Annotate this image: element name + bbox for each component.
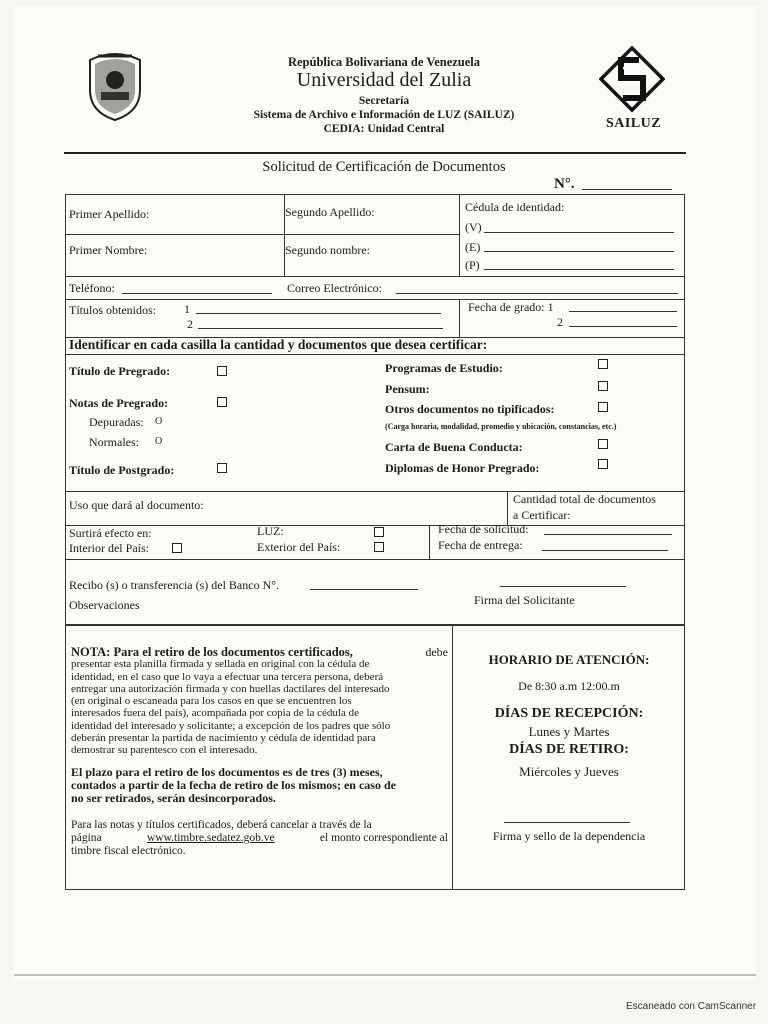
recepcion-days: Lunes y Martes [528, 724, 610, 739]
timbre-link[interactable]: www.timbre.sedatez.gob.ve [146, 831, 275, 844]
nota-bold-intro: NOTA: Para el retiro de los documentos certificados, [71, 645, 353, 659]
timbre-line: Para las notas y títulos certificados, deberá cancelar a través de la [71, 818, 372, 831]
fecha-grado-2-field[interactable] [569, 326, 677, 327]
firma-solicitante-label: Firma del Solicitante [474, 593, 575, 607]
nota-line: presentar esta planilla firmada y sellada en original con la cédula de [71, 658, 370, 671]
pensum-checkbox[interactable] [598, 381, 608, 391]
divider-v [507, 491, 508, 526]
cedula-v-label: (V) [465, 220, 482, 234]
uso-label: Uso que dará al documento: [69, 498, 204, 512]
fecha-entrega-field[interactable] [542, 550, 668, 551]
divider-v [429, 525, 430, 559]
number-label: N°. [554, 176, 575, 192]
timbre-line: timbre fiscal electrónico. [71, 844, 186, 857]
observaciones-label: Observaciones [69, 598, 140, 612]
document-page [14, 6, 756, 981]
otros-label: Otros documentos no tipificados: [385, 402, 555, 416]
titulos-2-label: 2 [187, 317, 193, 331]
cedula-label: Cédula de identidad: [465, 200, 565, 214]
cedula-p-field[interactable] [484, 269, 674, 270]
notas-pregrado-label: Notas de Pregrado: [69, 396, 169, 410]
exterior-label: Exterior del País: [257, 540, 341, 554]
cantidad-label-2: a Certificar: [513, 508, 571, 522]
fecha-grado-2-label: 2 [557, 315, 563, 329]
notas-pregrado-checkbox[interactable] [217, 397, 227, 407]
diplomas-checkbox[interactable] [598, 459, 608, 469]
segundo-apellido-label: Segundo Apellido: [285, 205, 375, 219]
carta-checkbox[interactable] [598, 439, 608, 449]
titulos-label: Títulos obtenidos: [69, 303, 156, 317]
cedula-v-field[interactable] [484, 232, 674, 233]
titulo-pregrado-checkbox[interactable] [217, 366, 227, 376]
horario-title: HORARIO DE ATENCIÓN: [488, 652, 650, 667]
plazo-line: contados a partir de la fecha de retiro de los mismos; en caso de [71, 777, 396, 792]
correo-field[interactable] [396, 293, 678, 294]
titulo-postgrado-checkbox[interactable] [217, 463, 227, 473]
plazo-line: no ser retirados, serán desincorporados. [71, 790, 276, 805]
horario-hours: De 8:30 a.m 12:00.m [518, 679, 620, 693]
divider-h [66, 525, 684, 526]
university-title: Universidad del Zulia [296, 69, 472, 91]
nota-line: deberán presentar la partida de nacimiento y cédula de identidad para [71, 732, 376, 745]
luz-checkbox[interactable] [374, 527, 384, 537]
fecha-solicitud-field[interactable] [544, 534, 672, 535]
secretaria-heading: Secretaría [358, 95, 410, 107]
nota-line: (en original o escaneada para los casos en que se encuentren los [71, 695, 352, 708]
divider-h [66, 276, 684, 277]
titulos-1-label: 1 [184, 302, 190, 316]
divider-h [66, 299, 684, 300]
fecha-grado-1-field[interactable] [569, 311, 677, 312]
cedia-heading: CEDIA: Unidad Central [323, 123, 445, 135]
divider-h [66, 234, 459, 235]
sailuz-logo-text: SAILUZ [606, 116, 662, 131]
nota-line: identidad, en el caso que lo vaya a efectuar una tercera persona, deberá [71, 670, 384, 683]
nota-line: identidad del interesado y solicitante; a excepción de los padres que sólo [71, 719, 391, 732]
camscanner-footer: Escaneado con CamScanner [626, 1001, 757, 1012]
fecha-solicitud-label: Fecha de solicitud: [438, 522, 529, 536]
otros-detalle: (Carga horaria, modalidad, promedio y ubicación, constancias, etc.) [385, 422, 617, 431]
otros-checkbox[interactable] [598, 402, 608, 412]
header-divider [64, 152, 686, 154]
divider-h [66, 559, 684, 560]
identificar-heading: Identificar en cada casilla la cantidad y documentos que desea certificar: [69, 337, 488, 352]
firma-sello-line[interactable] [504, 822, 630, 823]
normales-label: Normales: [89, 435, 139, 449]
recibo-field[interactable] [310, 589, 418, 590]
primer-nombre-label: Primer Nombre: [69, 243, 148, 257]
firma-solicitante-line[interactable] [500, 586, 626, 587]
recepcion-title: DÍAS DE RECEPCIÓN: [494, 706, 644, 721]
pensum-label: Pensum: [385, 382, 430, 396]
nota-line: demostrar su parentesco con el interesado. [71, 744, 258, 757]
number-field[interactable] [582, 189, 672, 190]
cedula-e-field[interactable] [484, 251, 674, 252]
nota-line: interesados fuera del país), acompañada por copia de la cédula de [71, 707, 360, 720]
republica-heading: República Bolivariana de Venezuela [287, 55, 481, 69]
retiro-days: Miércoles y Jueves [519, 764, 619, 779]
cedula-e-label: (E) [465, 240, 481, 254]
depuradas-radio[interactable]: O [155, 416, 163, 427]
telefono-label: Teléfono: [69, 281, 115, 295]
cedula-p-label: (P) [465, 258, 480, 272]
primer-apellido-label: Primer Apellido: [69, 207, 150, 221]
recibo-label: Recibo (s) o transferencia (s) del Banco N°. [69, 578, 280, 592]
fecha-entrega-label: Fecha de entrega: [438, 538, 523, 552]
divider-v [459, 299, 460, 337]
cantidad-label-1: Cantidad total de documentos [513, 492, 656, 506]
fecha-grado-label: Fecha de grado: 1 [468, 300, 554, 314]
firma-sello-label: Firma y sello de la dependencia [492, 829, 646, 843]
telefono-field[interactable] [122, 293, 272, 294]
depuradas-label: Depuradas: [89, 415, 144, 429]
retiro-title: DÍAS DE RETIRO: [509, 742, 629, 757]
interior-checkbox[interactable] [172, 543, 182, 553]
programas-checkbox[interactable] [598, 359, 608, 369]
nota-line: debe [425, 645, 448, 659]
normales-radio[interactable]: O [155, 436, 163, 447]
segundo-nombre-label: Segundo nombre: [285, 243, 370, 257]
surtira-label: Surtirá efecto en: [69, 526, 152, 540]
carta-label: Carta de Buena Conducta: [385, 440, 523, 454]
nota-line: entregar una autorización firmada y con huellas dactilares del interesado [71, 682, 390, 695]
sailuz-logo-icon [599, 46, 665, 114]
programas-label: Programas de Estudio: [385, 361, 503, 375]
plazo-line: El plazo para el retiro de los documentos es de tres (3) meses, [71, 764, 383, 779]
titulo-2-field[interactable] [198, 328, 443, 329]
diplomas-label: Diplomas de Honor Pregrado: [385, 461, 540, 475]
luz-label: LUZ: [257, 524, 284, 538]
interior-label: Interior del País: [69, 541, 149, 555]
university-crest-icon [84, 50, 146, 122]
correo-label: Correo Electrónico: [287, 281, 382, 295]
titulo-pregrado-label: Título de Pregrado: [69, 364, 171, 378]
timbre-line: página [71, 831, 102, 844]
timbre-line: el monto correspondiente al [319, 831, 448, 844]
titulo-1-field[interactable] [196, 313, 441, 314]
page-edge [14, 974, 756, 976]
divider-v [459, 195, 460, 276]
exterior-checkbox[interactable] [374, 542, 384, 552]
divider-v [452, 625, 453, 890]
titulo-postgrado-label: Título de Postgrado: [69, 463, 175, 477]
divider-h [66, 354, 684, 355]
sistema-heading: Sistema de Archivo e Información de LUZ (SAILUZ) [253, 109, 515, 121]
form-title: Solicitud de Certificación de Documentos [262, 159, 506, 175]
nota-block [71, 646, 448, 858]
